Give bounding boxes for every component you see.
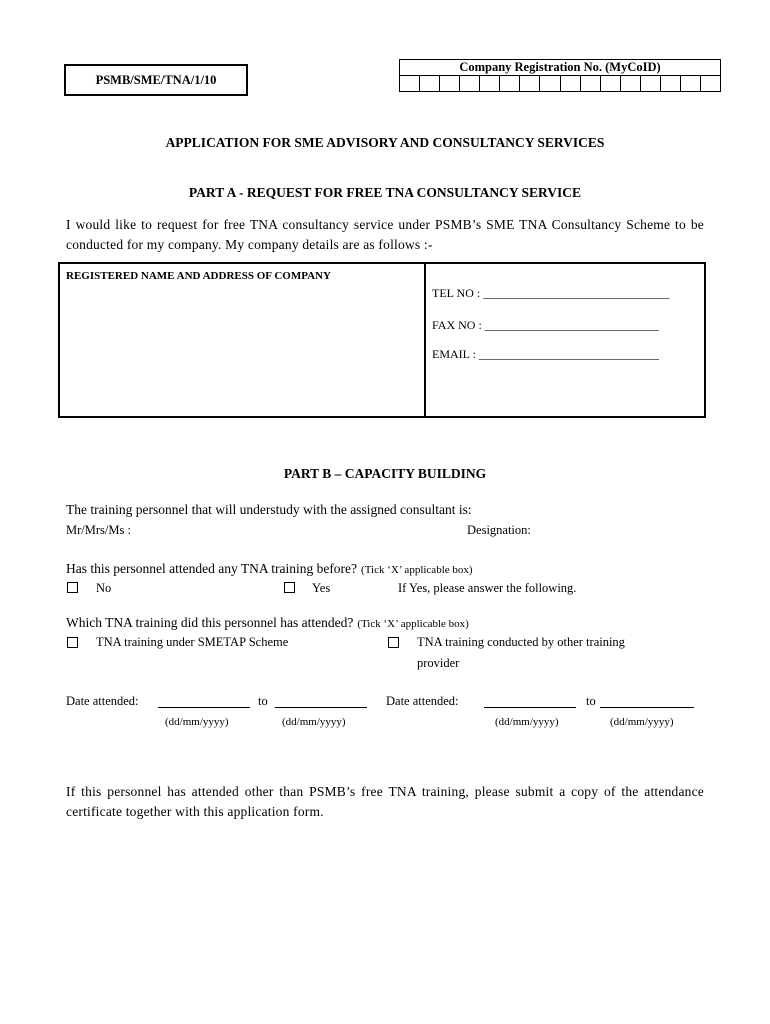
registration-digit-cell[interactable] (540, 76, 560, 91)
registration-digit-cell[interactable] (460, 76, 480, 91)
registration-digit-cell[interactable] (420, 76, 440, 91)
date-from-field-right[interactable] (484, 706, 576, 708)
registration-digit-cell[interactable] (601, 76, 621, 91)
registration-digit-cell[interactable] (561, 76, 581, 91)
smetap-label: TNA training under SMETAP Scheme (96, 635, 289, 649)
part-b-intro: The training personnel that will understudy with the assigned consultant is: (66, 502, 472, 517)
date-from-field-left[interactable] (158, 706, 250, 708)
part-a-intro: I would like to request for free TNA consultancy service under PSMB’s SME TNA Consultancy Scheme to be conducted for my company. My company details are as follows :- (66, 217, 704, 252)
part-a-title: PART A - REQUEST FOR FREE TNA CONSULTANCY SERVICE (188, 185, 582, 200)
registration-digit-cell[interactable] (621, 76, 641, 91)
name-label: Mr/Mrs/Ms : (66, 523, 131, 537)
email-field[interactable]: EMAIL : ______________________________ (432, 347, 659, 361)
smetap-checkbox[interactable] (67, 637, 78, 648)
no-checkbox[interactable] (67, 582, 78, 593)
designation-label: Designation: (467, 523, 531, 537)
company-name-address-field[interactable] (60, 264, 426, 416)
page-title: APPLICATION FOR SME ADVISORY AND CONSULTANCY SERVICES (165, 135, 605, 150)
other-provider-label: TNA training conducted by other training (417, 635, 625, 649)
registration-digit-cell[interactable] (681, 76, 701, 91)
question-training-type-text: Which TNA training did this personnel has attended? (66, 615, 354, 630)
date-format-hint: (dd/mm/yyyy) (495, 716, 559, 728)
date-to-label-left: to (258, 694, 268, 708)
company-contact-section (426, 264, 704, 416)
tel-field[interactable]: TEL NO : _______________________________ (432, 286, 670, 300)
date-to-field-right[interactable] (600, 706, 694, 708)
yes-note: If Yes, please answer the following. (398, 581, 577, 595)
question-training-type-hint: (Tick ‘X’ applicable box) (357, 618, 469, 630)
date-attended-label-left: Date attended: (66, 694, 139, 708)
question-previous-training (66, 560, 473, 578)
date-format-hint: (dd/mm/yyyy) (165, 716, 229, 728)
registration-digit-cell[interactable] (480, 76, 500, 91)
registration-digit-cell[interactable] (500, 76, 520, 91)
registration-digit-cell[interactable] (701, 76, 720, 91)
yes-label: Yes (312, 581, 331, 595)
registration-number-block (399, 59, 721, 92)
registration-number-cells[interactable] (399, 76, 721, 92)
date-to-field-left[interactable] (275, 706, 367, 708)
question-previous-training-text: Has this personnel attended any TNA training before? (66, 561, 358, 576)
question-previous-training-hint: (Tick ‘X’ applicable box) (361, 564, 473, 576)
registration-digit-cell[interactable] (400, 76, 420, 91)
company-details-table (58, 262, 706, 418)
date-to-label-right: to (586, 694, 596, 708)
registration-digit-cell[interactable] (661, 76, 681, 91)
date-format-hint: (dd/mm/yyyy) (282, 716, 346, 728)
no-label: No (96, 581, 112, 595)
closing-note: If this personnel has attended other than PSMB’s free TNA training, please submit a copy of the attendance certificate together with this application form. (66, 784, 704, 819)
company-name-address-label: REGISTERED NAME AND ADDRESS OF COMPANY (66, 270, 331, 282)
date-format-hint: (dd/mm/yyyy) (610, 716, 674, 728)
yes-checkbox[interactable] (284, 582, 295, 593)
registration-number-title: Company Registration No. (MyCoID) (399, 59, 721, 76)
question-training-type (66, 614, 469, 632)
form-reference: PSMB/SME/TNA/1/10 (64, 64, 248, 96)
registration-digit-cell[interactable] (641, 76, 661, 91)
fax-field[interactable]: FAX NO : _____________________________ (432, 318, 659, 332)
part-b-title: PART B – CAPACITY BUILDING (283, 466, 487, 481)
registration-digit-cell[interactable] (440, 76, 460, 91)
registration-digit-cell[interactable] (520, 76, 540, 91)
other-provider-label-cont: provider (417, 656, 460, 670)
other-provider-checkbox[interactable] (388, 637, 399, 648)
date-attended-label-right: Date attended: (386, 694, 459, 708)
registration-digit-cell[interactable] (581, 76, 601, 91)
